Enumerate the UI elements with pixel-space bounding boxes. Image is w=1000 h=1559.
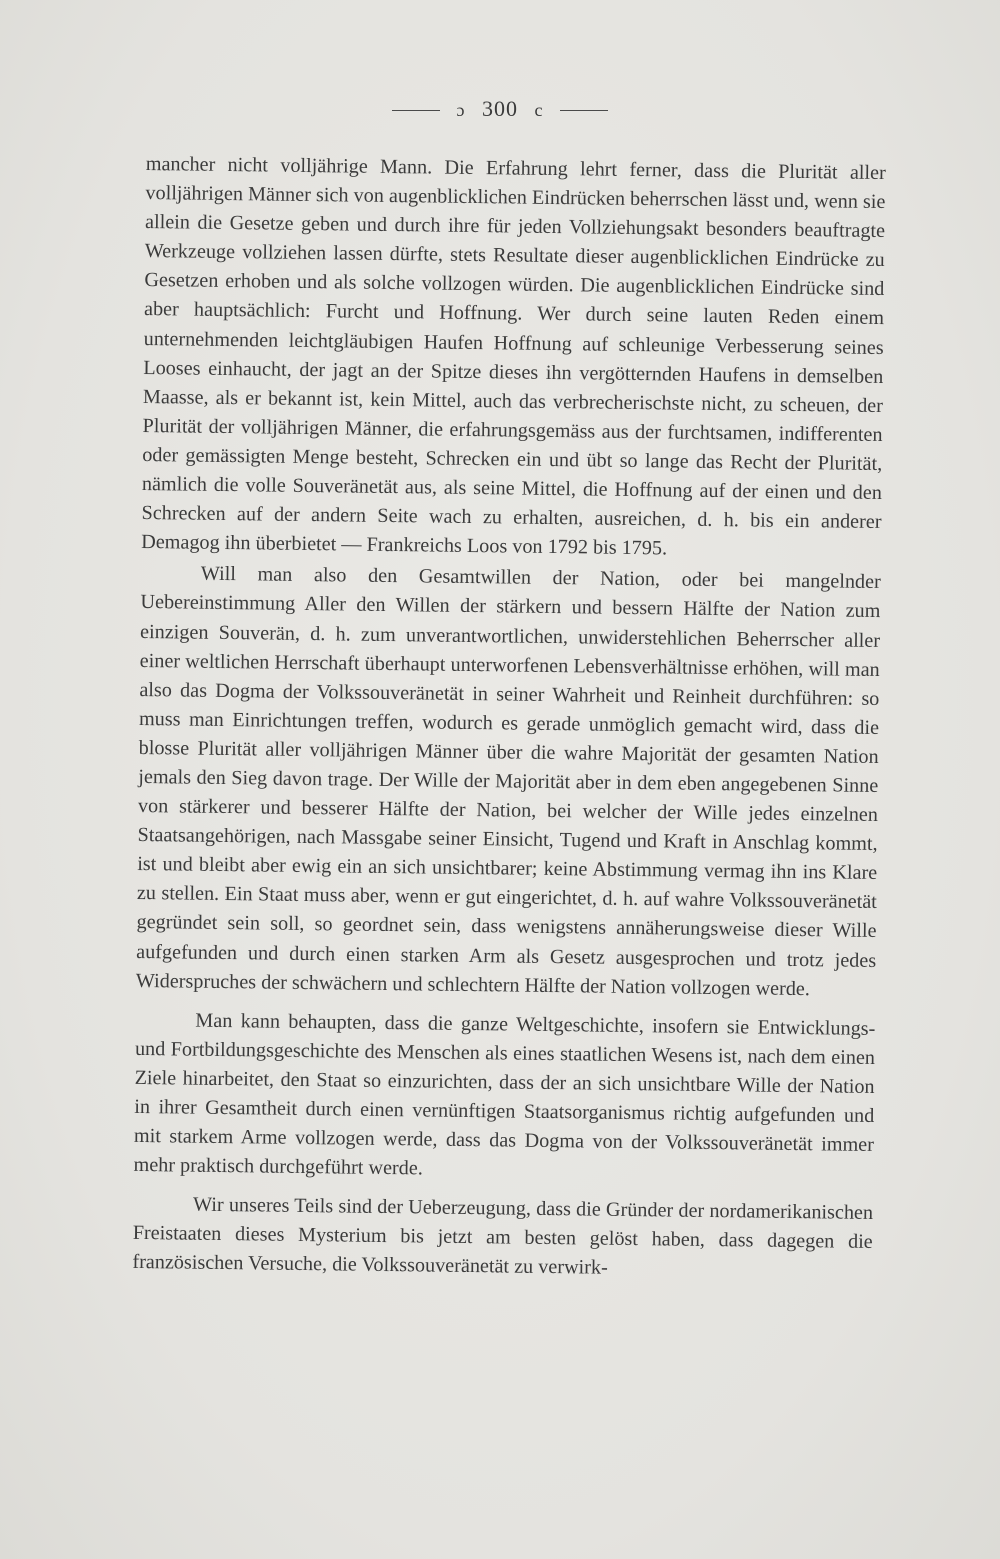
paragraph-3: Man kann behaupten, dass die ganze Weltgeschichte, insofern sie Entwicklungs- und Fortbildungsgeschichte des Menschen als eines staatlichen Wesens ist, nach dem einen Ziele hinarbeitet, den Staat so einzurichten, dass der an sich unsichtbare Wille der Nation in ihrer Gesamtheit durch einen vernünftigen Staatsorganismus richtig aufgefunden und mit starkem Arme vollzogen werde, dass das Dogma von der Volkssouveränetät immer mehr praktisch durchgeführt werde. <box>133 1009 876 1180</box>
header-ornament-right: c <box>534 100 544 120</box>
header-ornament-left: ɔ <box>456 100 466 120</box>
page-header <box>0 96 1000 122</box>
paragraph-1: mancher nicht volljährige Mann. Die Erfahrung lehrt ferner, dass die Plurität aller volljährigen Männer sich von augenblicklichen Eindrücken beherrschen lässt und, wenn sie allein die Gesetze geben und durch ihre für jeden Vollziehungsakt besonders beauftragte Werkzeuge vollziehen lassen dürfte, stets Resultate dieser augenblicklichen Eindrücke zu Gesetzen erhoben und als solche vollzogen würden. Die augenblicklichen Eindrücke sind aber hauptsächlich: Furcht und Hoffnung. Wer durch seine lauten Reden einem unternehmenden leichtgläubigen Haufen Hoffnung auf schleunige Verbesserung seines Looses einhaucht, der jagt an der Spitze dieses ihn vergötternden Haufens in demselben Maasse, als er bekannt ist, kein Mittel, auch das verbrecherischste nicht, zu scheuen, der Plurität der volljährigen Männer, die erfahrungsgemäss aus der furchtsamen, indifferenten oder gemässigten Menge besteht, Schrecken ein und übt so lange das Recht der Plurität, nämlich die volle Souveränetät aus, als seine Mittel, die Hoffnung auf der einen und den Schrecken auf der andern Seite wach zu erhalten, ausreichen, d. h. bis ein anderer Demagog ihn überbietet — Frankreichs Loos von 1792 bis 1795. <box>141 152 886 560</box>
page-number: 300 <box>482 96 518 121</box>
paragraph-4: Wir unseres Teils sind der Ueberzeugung, dass die Gründer der nordamerikanischen Freistaaten dieses Mysterium bis jetzt am besten gelöst haben, dass dagegen die französischen Versuche, die Volkssouveränetät zu verwirk- <box>132 1193 874 1280</box>
body-text <box>132 150 886 1287</box>
header-rule-right <box>560 110 608 111</box>
header-rule-left <box>392 110 440 111</box>
paragraph-2: Will man also den Gesamtwillen der Nation, oder bei mangelnder Uebereinstimmung Aller den Willen der stärkern und bessern Hälfte der Nation zum einzigen Souverän, d. h. zum unverantwortlichen, unwiderstehlichen Beherrscher aller einer weltlichen Herrschaft überhaupt unterworfenen Lebensverhältnisse erhöhen, will man also das Dogma der Volkssouveränetät in seiner Wahrheit und Reinheit durchführen: so muss man Einrichtungen treffen, wodurch es gerade unmöglich gemacht wird, dass die blosse Plurität aller volljährigen Männer über die wahre Majorität der gesamten Nation jemals den Sieg davon trage. Der Wille der Majorität aber in dem eben angegebenen Sinne von stärkerer und besserer Hälfte der Nation, bei welcher der Wille jedes einzelnen Staatsangehörigen, nach Massgabe seiner Einsicht, Tugend und Kraft in Anschlag kommt, ist und bleibt aber ewig ein an sich unsichtbarer; keine Abstimmung vermag ihn ins Klare zu stellen. Ein Staat muss aber, wenn er gut eingerichtet, d. h. auf wahre Volkssouveränetät gegründet sein soll, so geordnet sein, dass wenigstens annäherungsweise dieser Wille aufgefunden und durch einen starken Arm als Gesetz ausgesprochen und trotz jedes Widerspruches der schwächern und schlechtern Hälfte der Nation vollzogen werde. <box>135 563 881 1000</box>
